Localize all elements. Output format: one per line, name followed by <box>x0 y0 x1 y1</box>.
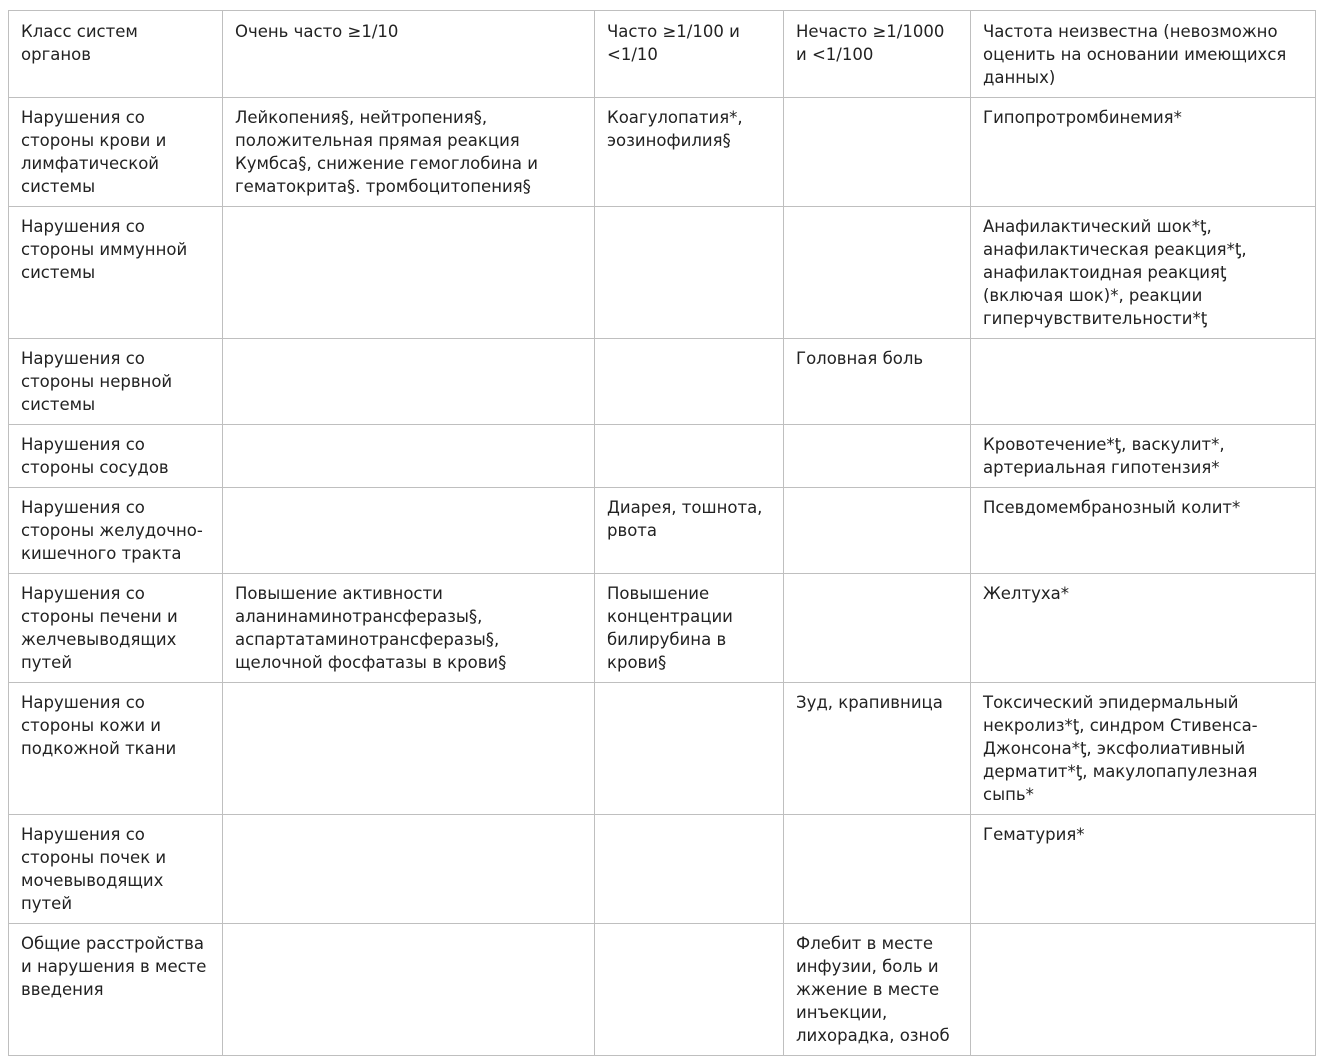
table-cell-organ-class: Нарушения со стороны нервной системы <box>9 339 223 425</box>
table-cell-uncommon: Зуд, крапивница <box>784 683 971 815</box>
header-very-common: Очень часто ≥1/10 <box>223 11 595 98</box>
header-uncommon: Нечасто ≥1/1000 и <1/100 <box>784 11 971 98</box>
header-frequency-unknown: Частота неизвестна (невозможно оценить на основании имеющихся данных) <box>971 11 1316 98</box>
header-common: Часто ≥1/100 и <1/10 <box>595 11 784 98</box>
table-cell-common <box>595 425 784 488</box>
table-cell-uncommon <box>784 425 971 488</box>
header-organ-class: Класс систем органов <box>9 11 223 98</box>
table-cell-frequency-unknown <box>971 924 1316 1056</box>
table-cell-organ-class: Нарушения со стороны желудочно-кишечного тракта <box>9 488 223 574</box>
table-cell-organ-class: Нарушения со стороны кожи и подкожной ткани <box>9 683 223 815</box>
table-row <box>9 488 1316 574</box>
table-cell-organ-class: Нарушения со стороны печени и желчевыводящих путей <box>9 574 223 683</box>
table-cell-uncommon <box>784 98 971 207</box>
table-cell-organ-class: Нарушения со стороны иммунной системы <box>9 207 223 339</box>
table-row <box>9 683 1316 815</box>
table-cell-uncommon: Головная боль <box>784 339 971 425</box>
table-row <box>9 924 1316 1056</box>
table-cell-uncommon: Флебит в месте инфузии, боль и жжение в месте инъекции, лихорадка, озноб <box>784 924 971 1056</box>
table-cell-uncommon <box>784 574 971 683</box>
table-row <box>9 207 1316 339</box>
table-cell-common: Повышение концентрации билирубина в крови§ <box>595 574 784 683</box>
table-cell-common <box>595 683 784 815</box>
table-cell-common <box>595 339 784 425</box>
table-row <box>9 425 1316 488</box>
table-cell-very-common <box>223 488 595 574</box>
table-cell-common <box>595 815 784 924</box>
table-cell-very-common <box>223 924 595 1056</box>
table-row <box>9 339 1316 425</box>
table-cell-frequency-unknown: Гипопротромбинемия* <box>971 98 1316 207</box>
table-cell-uncommon <box>784 207 971 339</box>
table-cell-very-common: Лейкопения§, нейтропения§, положительная прямая реакция Кумбса§, снижение гемоглобина и гематокрита§. тромбоцитопения§ <box>223 98 595 207</box>
table-cell-very-common <box>223 207 595 339</box>
table-cell-frequency-unknown: Анафилактический шок*ƫ, анафилактическая реакция*ƫ, анафилактоидная реакцияƫ (включая шок)*, реакции гиперчувствительности*ƫ <box>971 207 1316 339</box>
table-cell-frequency-unknown: Токсический эпидермальный некролиз*ƫ, синдром Стивенса-Джонсона*ƫ, эксфолиативный дерматит*ƫ, макулопапулезная сыпь* <box>971 683 1316 815</box>
table-cell-organ-class: Нарушения со стороны крови и лимфатической системы <box>9 98 223 207</box>
table-cell-frequency-unknown: Гематурия* <box>971 815 1316 924</box>
table-cell-very-common <box>223 683 595 815</box>
table-cell-frequency-unknown: Псевдомембранозный колит* <box>971 488 1316 574</box>
table-row <box>9 98 1316 207</box>
table-cell-frequency-unknown: Желтуха* <box>971 574 1316 683</box>
table-cell-common: Диарея, тошнота, рвота <box>595 488 784 574</box>
table-cell-common: Коагулопатия*, эозинофилия§ <box>595 98 784 207</box>
table-cell-frequency-unknown <box>971 339 1316 425</box>
table-cell-uncommon <box>784 488 971 574</box>
table-row <box>9 574 1316 683</box>
table-cell-frequency-unknown: Кровотечение*ƫ, васкулит*, артериальная гипотензия* <box>971 425 1316 488</box>
table-row <box>9 815 1316 924</box>
table-cell-very-common: Повышение активности аланинаминотрансферазы§, аспартатаминотрансферазы§, щелочной фосфатазы в крови§ <box>223 574 595 683</box>
table-cell-very-common <box>223 815 595 924</box>
adverse-reactions-table <box>8 10 1316 1056</box>
table-cell-organ-class: Нарушения со стороны почек и мочевыводящих путей <box>9 815 223 924</box>
table-cell-very-common <box>223 339 595 425</box>
table-cell-uncommon <box>784 815 971 924</box>
table-cell-common <box>595 207 784 339</box>
table-cell-organ-class: Общие расстройства и нарушения в месте введения <box>9 924 223 1056</box>
table-cell-organ-class: Нарушения со стороны сосудов <box>9 425 223 488</box>
table-header-row <box>9 11 1316 98</box>
table-cell-common <box>595 924 784 1056</box>
table-cell-very-common <box>223 425 595 488</box>
